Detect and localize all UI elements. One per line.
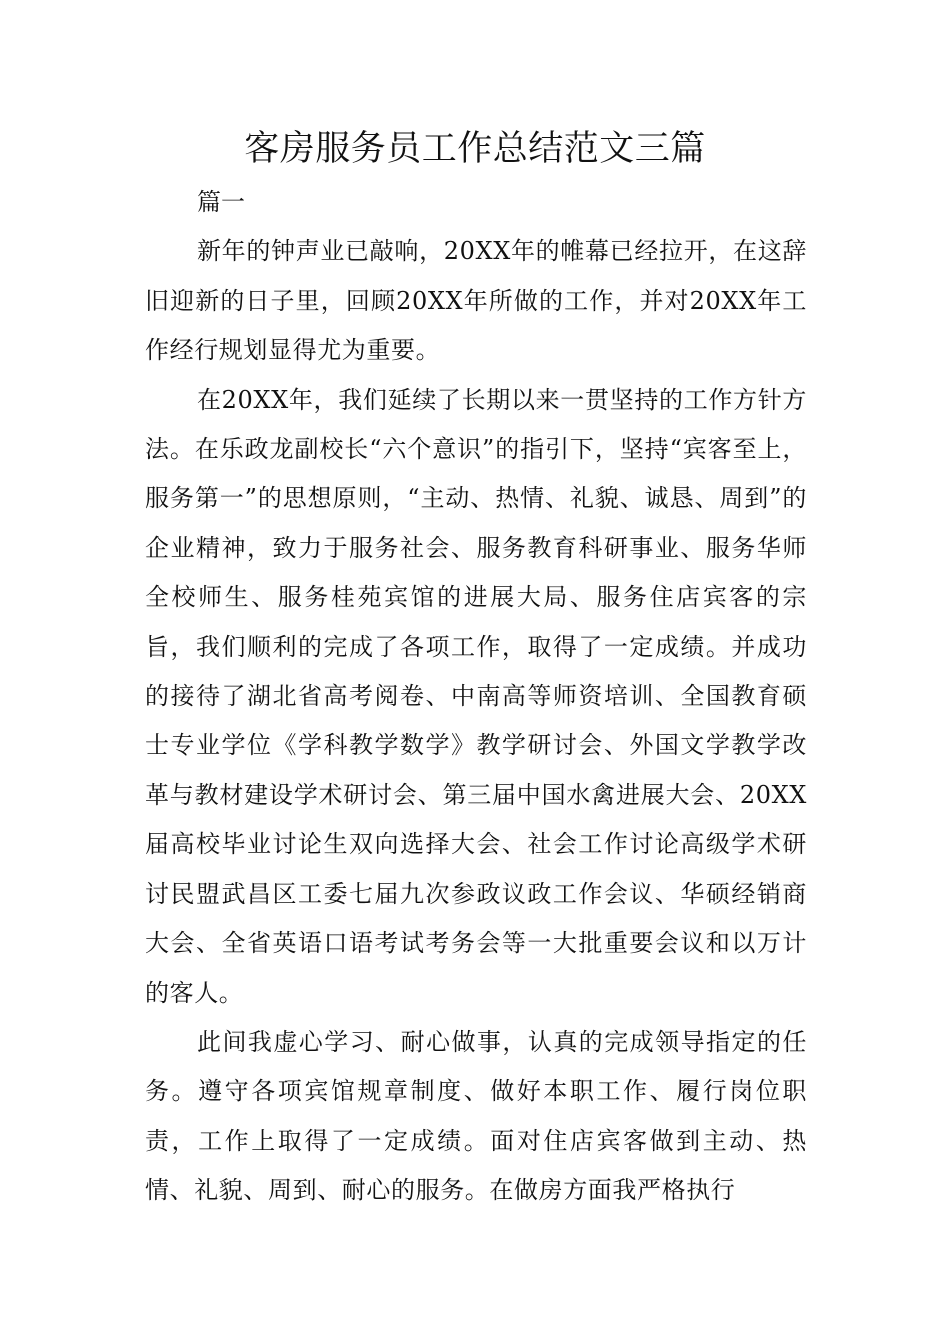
- document-body: [145, 178, 807, 1216]
- section-label: 篇一: [197, 188, 245, 216]
- paragraph-3: 此间我虚心学习、耐心做事，认真的完成领导指定的任务。遵守各项宾馆规章制度、做好本职工作、履行岗位职责，工作上取得了一定成绩。面对住店宾客做到主动、热情、礼貌、周到、耐心的服务。在做房方面我严格执行: [145, 1027, 807, 1205]
- paragraph-1: 新年的钟声业已敲响，20XX年的帷幕已经拉开，在这辞旧迎新的日子里，回顾20XX年所做的工作，并对20XX年工作经行规划显得尤为重要。: [145, 237, 807, 365]
- document-title: 客房服务员工作总结范文三篇: [244, 129, 706, 169]
- paragraph-2: 在20XX年，我们延续了长期以来一贯坚持的工作方针方法。在乐政龙副校长“六个意识”的指引下，坚持“宾客至上，服务第一”的思想原则，“主动、热情、礼貌、诚恳、周到”的企业精神，致力于服务社会、服务教育科研事业、服务华师全校师生、服务桂苑宾馆的进展大局、服务住店宾客的宗旨，我们顺利的完成了各项工作，取得了一定成绩。并成功的接待了湖北省高考阅卷、中南高等师资培训、全国教育硕士专业学位《学科教学数学》教学研讨会、外国文学教学改革与教材建设学术研讨会、第三届中国水禽进展大会、20XX届高校毕业讨论生双向选择大会、社会工作讨论高级学术研讨民盟武昌区工委七届九次参政议政工作会议、华硕经销商大会、全省英语口语考试考务会等一大批重要会议和以万计的客人。: [145, 385, 807, 1007]
